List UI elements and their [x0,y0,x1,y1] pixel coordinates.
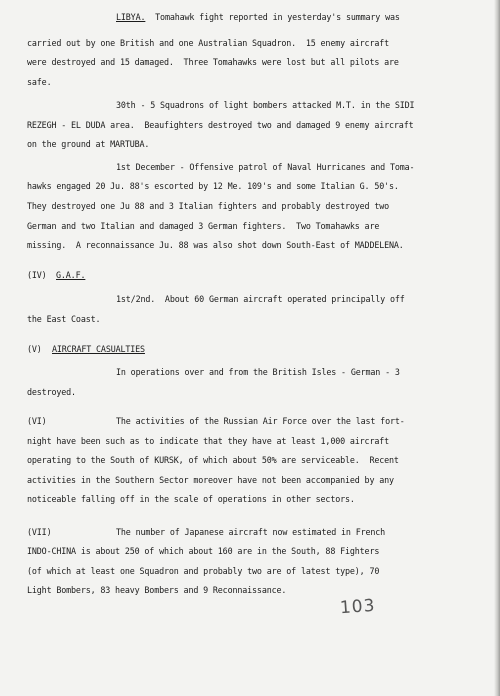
libya-line-2: carried out by one British and one Australian Squadron. 15 enemy aircraft [27,38,390,48]
handwritten-page-number: 103 [339,595,377,619]
para-1st-dec-line-3: They destroyed one Ju 88 and 3 Italian fighters and probably destroyed two [27,201,390,211]
libya-line-4: safe. [27,77,52,87]
page-edge-shadow [494,0,500,696]
para-30th-line-3: on the ground at MARTUBA. [27,139,150,149]
section-v-line-2: destroyed. [27,387,76,397]
section-vii-line-1: The number of Japanese aircraft now estimated in French [116,527,386,537]
libya-line-1: LIBYA. Tomahawk fight reported in yesterday's summary was [116,12,400,22]
section-vi-line-2: night have been such as to indicate that they have at least 1,000 aircraft [27,436,390,446]
para-1st-dec-line-4: German and two Italian and damaged 3 German fighters. Two Tomahawks are [27,221,380,231]
libya-heading: LIBYA. [116,12,146,22]
para-1st-dec-line-2: hawks engaged 20 Ju. 88's escorted by 12 Me. 109's and some Italian G. 50's. [27,181,399,191]
section-vi-line-4: activities in the Southern Sector moreover have not been accompanied by any [27,475,394,485]
section-v-numeral: (V) [27,344,42,354]
section-vii-line-2: INDO-CHINA is about 250 of which about 160 are in the South, 88 Fighters [27,546,380,556]
section-vii-numeral: (VII) [27,527,52,537]
section-v-line-1: In operations over and from the British Isles - German - 3 [116,367,400,377]
section-vi-numeral: (VI) [27,416,47,426]
libya-line-3: were destroyed and 15 damaged. Three Tomahawks were lost but all pilots are [27,57,399,67]
section-iv-heading: G.A.F. [56,270,86,280]
para-30th-line-1: 30th - 5 Squadrons of light bombers attacked M.T. in the SIDI [116,100,415,110]
section-v-heading: AIRCRAFT CASUALTIES [52,344,145,354]
section-vi-line-3: operating to the South of KURSK, of which about 50% are serviceable. Recent [27,455,399,465]
section-iv-numeral: (IV) [27,270,47,280]
section-vii-line-3: (of which at least one Squadron and probably two are of latest type), 70 [27,566,380,576]
para-30th-line-2: REZEGH - EL DUDA area. Beaufighters destroyed two and damaged 9 enemy aircraft [27,120,414,130]
section-iv-line-1: 1st/2nd. About 60 German aircraft operated principally off [116,294,405,304]
para-1st-dec-line-5: missing. A reconnaissance Ju. 88 was also shot down South-East of MADDELENA. [27,240,404,250]
para-1st-dec-line-1: 1st December - Offensive patrol of Naval Hurricanes and Toma- [116,162,415,172]
section-vi-line-1: The activities of the Russian Air Force over the last fort- [116,416,405,426]
section-iv-line-2: the East Coast. [27,314,101,324]
section-vi-line-5: noticeable falling off in the scale of operations in other sectors. [27,494,355,504]
section-vii-line-4: Light Bombers, 83 heavy Bombers and 9 Reconnaissance. [27,585,287,595]
